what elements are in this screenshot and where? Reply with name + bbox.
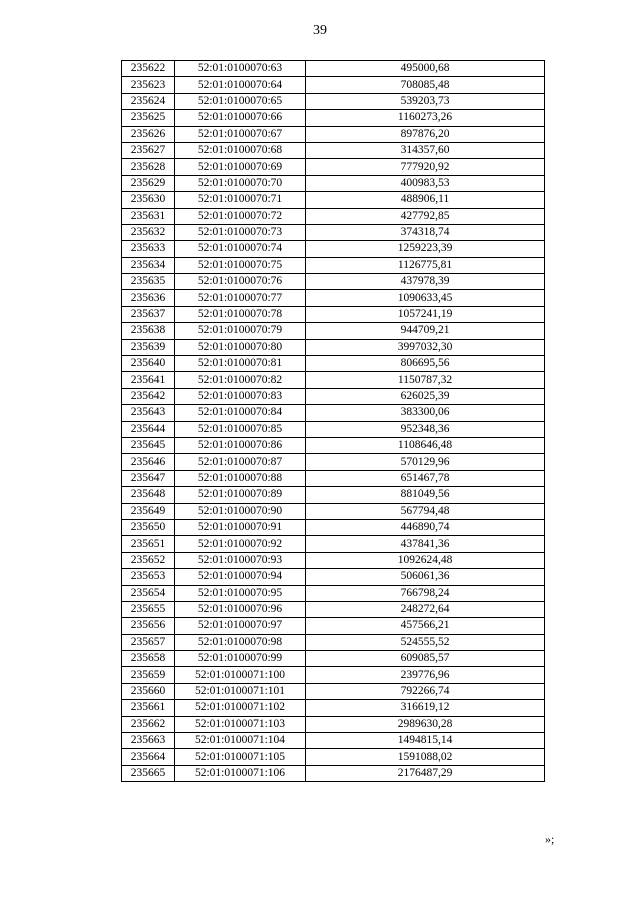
cadastral-value-cell: 567794,48 bbox=[306, 503, 545, 519]
row-number-cell: 235656 bbox=[122, 618, 175, 634]
row-number-cell: 235636 bbox=[122, 290, 175, 306]
row-number-cell: 235662 bbox=[122, 716, 175, 732]
row-number-cell: 235648 bbox=[122, 487, 175, 503]
table-row bbox=[122, 569, 545, 585]
row-number-cell: 235645 bbox=[122, 437, 175, 453]
table-row bbox=[122, 61, 545, 77]
table-row bbox=[122, 290, 545, 306]
cadastral-number-cell: 52:01:0100070:69 bbox=[175, 159, 306, 175]
cadastral-number-cell: 52:01:0100070:65 bbox=[175, 93, 306, 109]
cadastral-number-cell: 52:01:0100070:68 bbox=[175, 142, 306, 158]
row-number-cell: 235638 bbox=[122, 323, 175, 339]
table-row bbox=[122, 454, 545, 470]
cadastral-value-cell: 881049,56 bbox=[306, 487, 545, 503]
row-number-cell: 235652 bbox=[122, 552, 175, 568]
row-number-cell: 235632 bbox=[122, 224, 175, 240]
table-row bbox=[122, 716, 545, 732]
cadastral-number-cell: 52:01:0100070:85 bbox=[175, 421, 306, 437]
row-number-cell: 235633 bbox=[122, 241, 175, 257]
cadastral-number-cell: 52:01:0100071:102 bbox=[175, 700, 306, 716]
cadastral-number-cell: 52:01:0100070:91 bbox=[175, 519, 306, 535]
cadastral-value-cell: 239776,96 bbox=[306, 667, 545, 683]
cadastral-value-cell: 570129,96 bbox=[306, 454, 545, 470]
cadastral-value-cell: 2176487,29 bbox=[306, 765, 545, 781]
cadastral-number-cell: 52:01:0100070:72 bbox=[175, 208, 306, 224]
cadastral-number-cell: 52:01:0100070:90 bbox=[175, 503, 306, 519]
cadastral-value-cell: 446890,74 bbox=[306, 519, 545, 535]
cadastral-value-cell: 792266,74 bbox=[306, 683, 545, 699]
row-number-cell: 235639 bbox=[122, 339, 175, 355]
table-row bbox=[122, 356, 545, 372]
cadastral-value-cell: 708085,48 bbox=[306, 77, 545, 93]
cadastral-number-cell: 52:01:0100070:89 bbox=[175, 487, 306, 503]
cadastral-value-cell: 495000,68 bbox=[306, 61, 545, 77]
table-row bbox=[122, 733, 545, 749]
row-number-cell: 235622 bbox=[122, 61, 175, 77]
cadastral-number-cell: 52:01:0100070:75 bbox=[175, 257, 306, 273]
cadastral-number-cell: 52:01:0100070:80 bbox=[175, 339, 306, 355]
table-row bbox=[122, 552, 545, 568]
row-number-cell: 235665 bbox=[122, 765, 175, 781]
cadastral-value-cell: 1494815,14 bbox=[306, 733, 545, 749]
row-number-cell: 235661 bbox=[122, 700, 175, 716]
table-row bbox=[122, 257, 545, 273]
cadastral-number-cell: 52:01:0100070:86 bbox=[175, 437, 306, 453]
cadastral-value-cell: 457566,21 bbox=[306, 618, 545, 634]
cadastral-number-cell: 52:01:0100070:97 bbox=[175, 618, 306, 634]
table-row bbox=[122, 306, 545, 322]
cadastral-number-cell: 52:01:0100070:96 bbox=[175, 601, 306, 617]
cadastral-value-cell: 374318,74 bbox=[306, 224, 545, 240]
table-row bbox=[122, 536, 545, 552]
table-row bbox=[122, 126, 545, 142]
cadastral-number-cell: 52:01:0100070:81 bbox=[175, 356, 306, 372]
cadastral-number-cell: 52:01:0100070:78 bbox=[175, 306, 306, 322]
row-number-cell: 235640 bbox=[122, 356, 175, 372]
table-row bbox=[122, 159, 545, 175]
table-row bbox=[122, 437, 545, 453]
cadastral-value-cell: 2989630,28 bbox=[306, 716, 545, 732]
cadastral-number-cell: 52:01:0100070:98 bbox=[175, 634, 306, 650]
cadastral-value-cell: 524555,52 bbox=[306, 634, 545, 650]
cadastral-value-cell: 506061,36 bbox=[306, 569, 545, 585]
table-row bbox=[122, 142, 545, 158]
table-row bbox=[122, 405, 545, 421]
closing-quote-mark: »; bbox=[545, 832, 555, 846]
cadastral-value-cell: 539203,73 bbox=[306, 93, 545, 109]
row-number-cell: 235651 bbox=[122, 536, 175, 552]
cadastral-number-cell: 52:01:0100071:105 bbox=[175, 749, 306, 765]
cadastral-number-cell: 52:01:0100070:83 bbox=[175, 388, 306, 404]
table-row bbox=[122, 77, 545, 93]
cadastral-value-cell: 1092624,48 bbox=[306, 552, 545, 568]
row-number-cell: 235642 bbox=[122, 388, 175, 404]
row-number-cell: 235655 bbox=[122, 601, 175, 617]
cadastral-value-cell: 437841,36 bbox=[306, 536, 545, 552]
table-row bbox=[122, 339, 545, 355]
cadastral-value-cell: 488906,11 bbox=[306, 192, 545, 208]
cadastral-number-cell: 52:01:0100070:63 bbox=[175, 61, 306, 77]
row-number-cell: 235657 bbox=[122, 634, 175, 650]
cadastral-value-cell: 651467,78 bbox=[306, 470, 545, 486]
cadastral-number-cell: 52:01:0100070:67 bbox=[175, 126, 306, 142]
table-row bbox=[122, 175, 545, 191]
cadastral-number-cell: 52:01:0100071:101 bbox=[175, 683, 306, 699]
row-number-cell: 235637 bbox=[122, 306, 175, 322]
row-number-cell: 235658 bbox=[122, 651, 175, 667]
cadastral-number-cell: 52:01:0100070:99 bbox=[175, 651, 306, 667]
cadastral-number-cell: 52:01:0100070:94 bbox=[175, 569, 306, 585]
cadastral-number-cell: 52:01:0100070:79 bbox=[175, 323, 306, 339]
row-number-cell: 235623 bbox=[122, 77, 175, 93]
table-row bbox=[122, 601, 545, 617]
cadastral-value-cell: 626025,39 bbox=[306, 388, 545, 404]
cadastral-number-cell: 52:01:0100070:71 bbox=[175, 192, 306, 208]
row-number-cell: 235664 bbox=[122, 749, 175, 765]
table-row bbox=[122, 667, 545, 683]
cadastral-number-cell: 52:01:0100071:103 bbox=[175, 716, 306, 732]
row-number-cell: 235650 bbox=[122, 519, 175, 535]
table-row bbox=[122, 470, 545, 486]
cadastral-number-cell: 52:01:0100070:95 bbox=[175, 585, 306, 601]
row-number-cell: 235635 bbox=[122, 274, 175, 290]
cadastral-value-cell: 1150787,32 bbox=[306, 372, 545, 388]
cadastral-value-cell: 400983,53 bbox=[306, 175, 545, 191]
cadastral-value-cell: 1108646,48 bbox=[306, 437, 545, 453]
cadastral-value-cell: 437978,39 bbox=[306, 274, 545, 290]
cadastral-value-cell: 3997032,30 bbox=[306, 339, 545, 355]
cadastral-number-cell: 52:01:0100070:93 bbox=[175, 552, 306, 568]
table-row bbox=[122, 749, 545, 765]
table-row bbox=[122, 421, 545, 437]
row-number-cell: 235643 bbox=[122, 405, 175, 421]
cadastral-value-cell: 314357,60 bbox=[306, 142, 545, 158]
row-number-cell: 235634 bbox=[122, 257, 175, 273]
row-number-cell: 235660 bbox=[122, 683, 175, 699]
cadastral-value-cell: 806695,56 bbox=[306, 356, 545, 372]
cadastral-value-cell: 383300,06 bbox=[306, 405, 545, 421]
row-number-cell: 235654 bbox=[122, 585, 175, 601]
row-number-cell: 235663 bbox=[122, 733, 175, 749]
cadastral-value-cell: 609085,57 bbox=[306, 651, 545, 667]
table-row bbox=[122, 110, 545, 126]
cadastral-value-cell: 1090633,45 bbox=[306, 290, 545, 306]
cadastral-value-cell: 952348,36 bbox=[306, 421, 545, 437]
cadastral-value-cell: 1160273,26 bbox=[306, 110, 545, 126]
row-number-cell: 235627 bbox=[122, 142, 175, 158]
table-row bbox=[122, 323, 545, 339]
row-number-cell: 235626 bbox=[122, 126, 175, 142]
table-row bbox=[122, 241, 545, 257]
table-row bbox=[122, 93, 545, 109]
cadastral-number-cell: 52:01:0100070:77 bbox=[175, 290, 306, 306]
table-row bbox=[122, 208, 545, 224]
cadastral-value-cell: 766798,24 bbox=[306, 585, 545, 601]
cadastral-value-cell: 316619,12 bbox=[306, 700, 545, 716]
table-row bbox=[122, 700, 545, 716]
cadastral-number-cell: 52:01:0100070:84 bbox=[175, 405, 306, 421]
row-number-cell: 235659 bbox=[122, 667, 175, 683]
cadastral-number-cell: 52:01:0100070:74 bbox=[175, 241, 306, 257]
cadastral-value-cell: 1126775,81 bbox=[306, 257, 545, 273]
cadastral-number-cell: 52:01:0100070:73 bbox=[175, 224, 306, 240]
row-number-cell: 235646 bbox=[122, 454, 175, 470]
cadastral-number-cell: 52:01:0100070:70 bbox=[175, 175, 306, 191]
table-row bbox=[122, 634, 545, 650]
table-row bbox=[122, 192, 545, 208]
cadastral-number-cell: 52:01:0100070:64 bbox=[175, 77, 306, 93]
row-number-cell: 235630 bbox=[122, 192, 175, 208]
row-number-cell: 235631 bbox=[122, 208, 175, 224]
row-number-cell: 235625 bbox=[122, 110, 175, 126]
cadastral-number-cell: 52:01:0100070:88 bbox=[175, 470, 306, 486]
table-row bbox=[122, 388, 545, 404]
cadastral-number-cell: 52:01:0100071:106 bbox=[175, 765, 306, 781]
cadastral-number-cell: 52:01:0100070:92 bbox=[175, 536, 306, 552]
cadastral-value-cell: 944709,21 bbox=[306, 323, 545, 339]
cadastral-number-cell: 52:01:0100070:87 bbox=[175, 454, 306, 470]
cadastral-value-cell: 897876,20 bbox=[306, 126, 545, 142]
data-table bbox=[121, 60, 545, 782]
table-row bbox=[122, 765, 545, 781]
page-number: 39 bbox=[313, 23, 327, 38]
row-number-cell: 235629 bbox=[122, 175, 175, 191]
table-row bbox=[122, 618, 545, 634]
table-row bbox=[122, 372, 545, 388]
table-row bbox=[122, 487, 545, 503]
cadastral-value-cell: 1259223,39 bbox=[306, 241, 545, 257]
cadastral-number-cell: 52:01:0100071:100 bbox=[175, 667, 306, 683]
table-row bbox=[122, 224, 545, 240]
row-number-cell: 235653 bbox=[122, 569, 175, 585]
cadastral-value-cell: 1057241,19 bbox=[306, 306, 545, 322]
table-row bbox=[122, 651, 545, 667]
row-number-cell: 235647 bbox=[122, 470, 175, 486]
cadastral-value-cell: 1591088,02 bbox=[306, 749, 545, 765]
cadastral-number-cell: 52:01:0100070:66 bbox=[175, 110, 306, 126]
table-row bbox=[122, 519, 545, 535]
cadastral-value-cell: 427792,85 bbox=[306, 208, 545, 224]
cadastral-number-cell: 52:01:0100070:76 bbox=[175, 274, 306, 290]
row-number-cell: 235628 bbox=[122, 159, 175, 175]
cadastral-value-cell: 248272,64 bbox=[306, 601, 545, 617]
cadastral-number-cell: 52:01:0100070:82 bbox=[175, 372, 306, 388]
table-row bbox=[122, 683, 545, 699]
table-row bbox=[122, 503, 545, 519]
cadastral-number-cell: 52:01:0100071:104 bbox=[175, 733, 306, 749]
row-number-cell: 235649 bbox=[122, 503, 175, 519]
row-number-cell: 235644 bbox=[122, 421, 175, 437]
table-body bbox=[122, 61, 545, 782]
row-number-cell: 235624 bbox=[122, 93, 175, 109]
table-row bbox=[122, 585, 545, 601]
table-row bbox=[122, 274, 545, 290]
row-number-cell: 235641 bbox=[122, 372, 175, 388]
cadastral-value-cell: 777920,92 bbox=[306, 159, 545, 175]
